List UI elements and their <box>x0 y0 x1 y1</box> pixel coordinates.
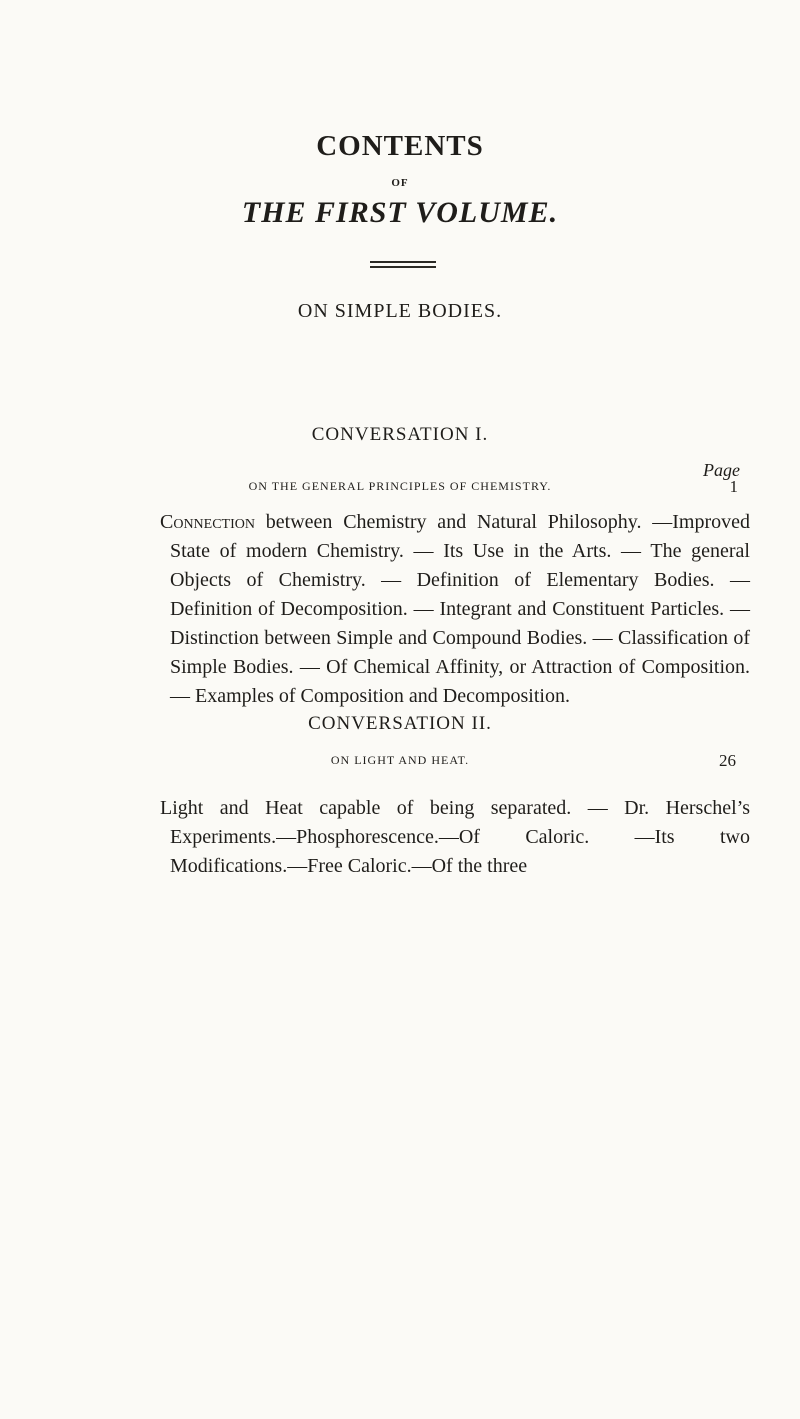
conversation-1-summary <box>160 508 750 711</box>
part-title: ON SIMPLE BODIES. <box>297 300 503 322</box>
page-column-label: Page <box>703 460 740 480</box>
contents-heading: CONTENTS <box>316 130 484 162</box>
conversation-2-subtitle: ON LIGHT AND HEAT. <box>330 753 470 767</box>
volume-title: THE FIRST VOLUME. <box>241 196 559 229</box>
conversation-1-subtitle-row <box>0 479 800 501</box>
conversation-2-title: CONVERSATION II. <box>308 713 492 734</box>
double-rule-top <box>370 261 436 263</box>
conversation-2-subtitle-row <box>0 753 800 775</box>
conversation-1-subtitle: ON THE GENERAL PRINCIPLES OF CHEMISTRY. <box>248 479 552 493</box>
conversation-2-page-number: 26 <box>719 751 736 770</box>
double-rule-bottom <box>370 266 436 268</box>
of-label: OF <box>391 177 409 189</box>
conversation-1-summary-lead: Connection <box>160 511 255 533</box>
conversation-1-title: CONVERSATION I. <box>311 424 489 445</box>
conversation-1-summary-text: between Chemistry and Natural Philosophy. —Improved State of modern Chemistry. — Its Use in the Arts. — The general Objects of Chemistry. — Definition of Elementary Bodies. — Definition of Decomposition. — Integrant and Constituent Particles. — Distinction between Simple and Compound Bodies. — Classification of Simple Bodies. — Of Chemical Affinity, or Attraction of Composition. — Examples of Composition and Decomposition. <box>170 511 750 707</box>
conversation-2-summary: Light and Heat capable of being separated. — Dr. Herschel’s Experiments.—Phosphorescence.—Of Caloric. —Its two Modifications.—Free Caloric.—Of the three <box>160 797 750 877</box>
conversation-1-page-number: 1 <box>729 477 738 496</box>
